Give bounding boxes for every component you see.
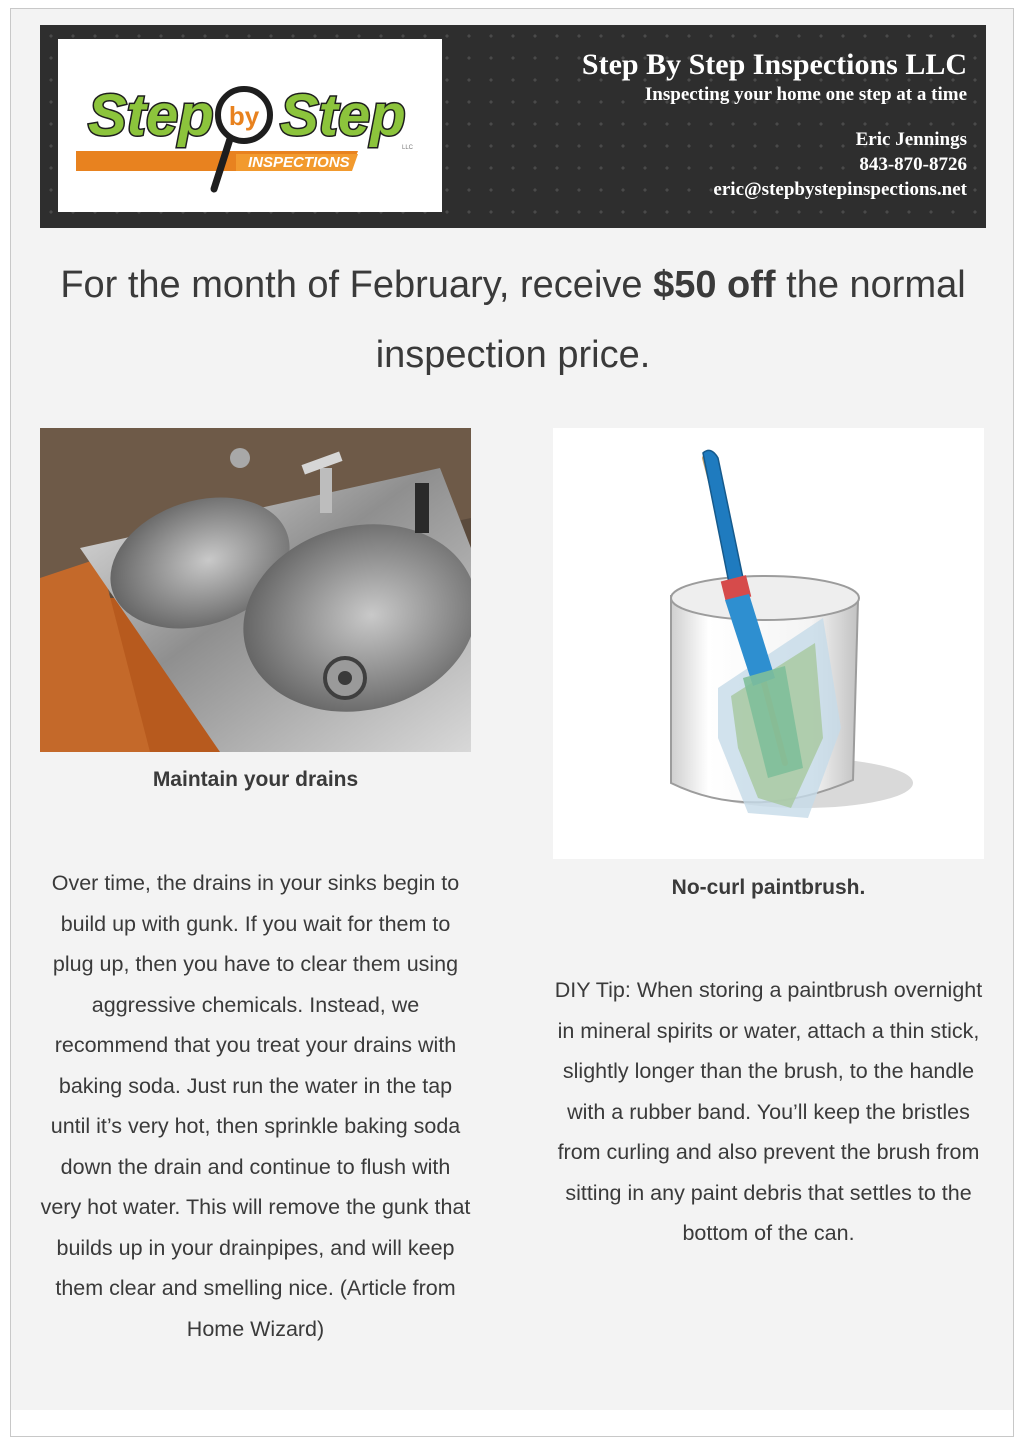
- logo-graphic: [58, 39, 442, 212]
- promo-headline: [40, 250, 986, 390]
- logo-step-right: Step: [280, 83, 406, 148]
- company-name: Step By Step Inspections LLC: [581, 48, 967, 81]
- promo-text-2: the normal inspection price.: [375, 264, 966, 376]
- drains-body: Over time, the drains in your sinks begin to build up with gunk. If you wait for them to plug up, then you have to clear them using aggressive chemicals. Instead, we recommend that you treat your drains with baking soda. Just run the water in the tap until it’s very hot, then sprinkle baking soda down the drain and continue to flush with very hot water. This will remove the gunk that builds up in your drainpipes, and will keep them clear and smelling nice. (Article from Home Wizard): [40, 871, 471, 1341]
- company-tagline: Inspecting your home one step at a time: [644, 84, 967, 105]
- paintbrush-photo: [553, 428, 984, 859]
- logo-llc-mark: LLC: [402, 145, 414, 151]
- contact-name: Eric Jennings: [855, 129, 967, 150]
- paintbrush-caption: No-curl paintbrush.: [671, 876, 866, 899]
- contact-email: eric@stepbystepinspections.net: [713, 179, 967, 200]
- banner-text: [582, 47, 967, 202]
- header-banner: [40, 25, 986, 228]
- logo-by-text: by: [228, 101, 260, 131]
- paintbrush-body: DIY Tip: When storing a paintbrush overnight in mineral spirits or water, attach a thin stick, slightly longer than the brush, to the handle with a rubber band. You’ll keep the bristles from curling and also prevent the brush from sitting in any paint debris that settles to the bottom of the can.: [554, 978, 983, 1245]
- footer-strip: [11, 1410, 1013, 1436]
- drains-caption: Maintain your drains: [152, 768, 359, 791]
- logo-step-left: Step: [88, 83, 214, 148]
- sink-photo: [40, 428, 471, 752]
- logo-sub-text: INSPECTIONS: [248, 154, 350, 171]
- promo-text-1: For the month of February, receive: [60, 264, 654, 306]
- company-logo: [58, 39, 442, 212]
- contact-phone: 843-870-8726: [859, 154, 967, 175]
- promo-discount: $50 off: [653, 264, 776, 306]
